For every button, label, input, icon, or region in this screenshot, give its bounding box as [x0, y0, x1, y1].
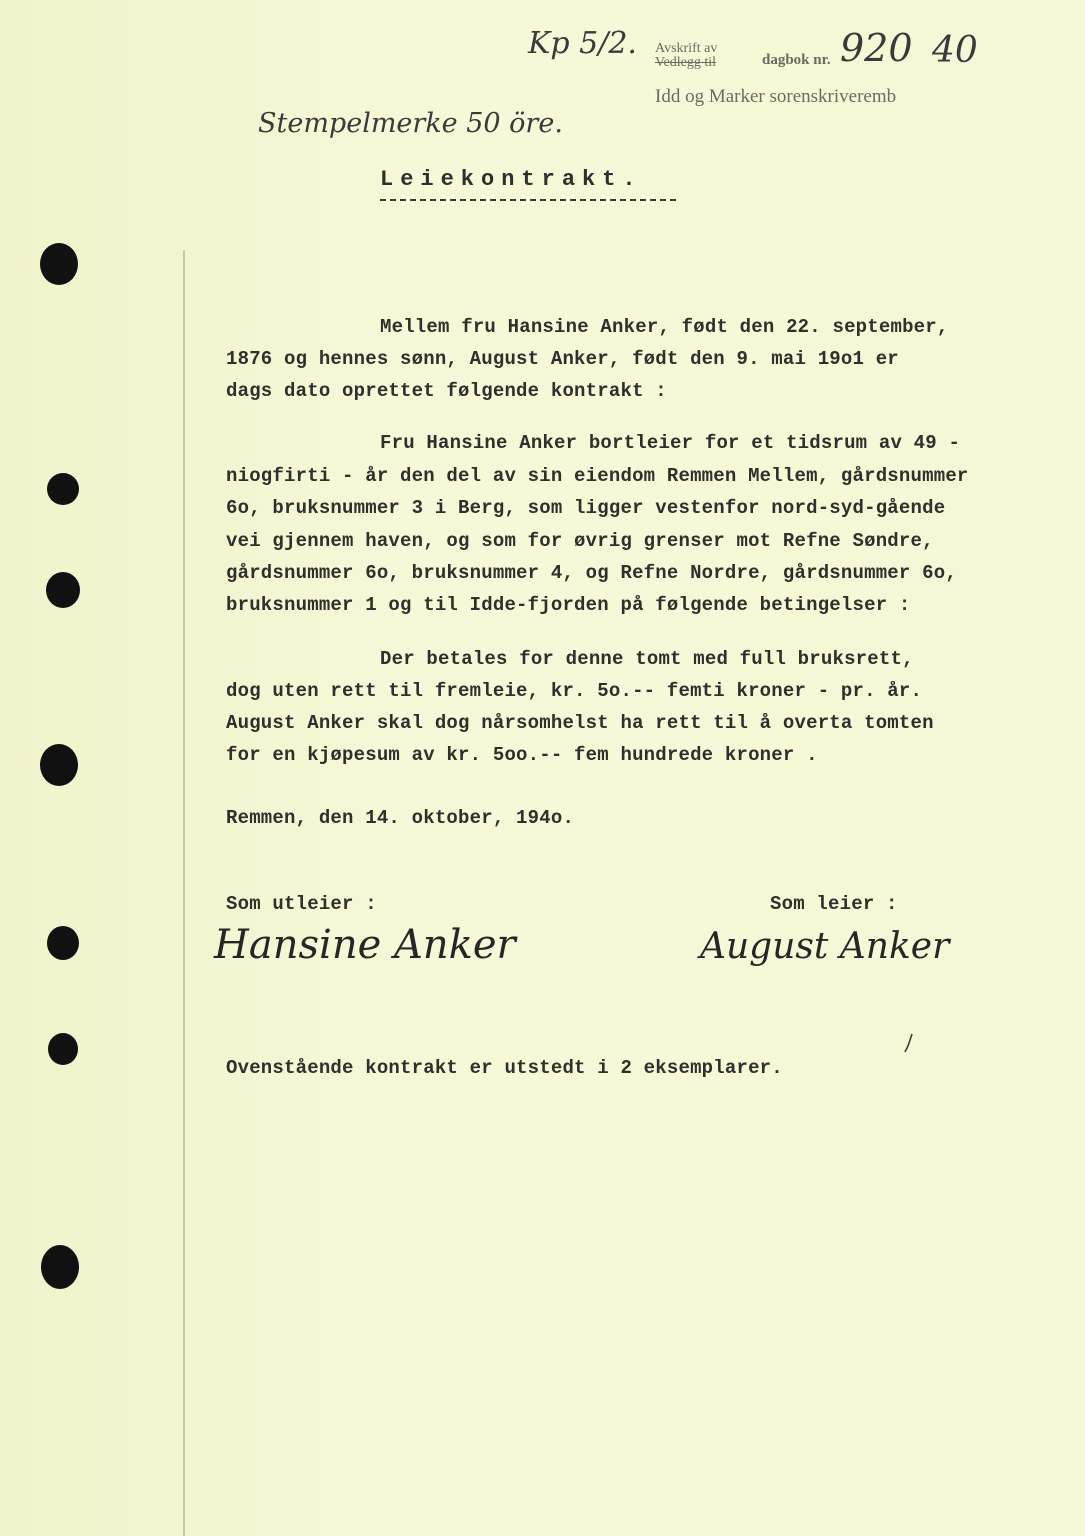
title-underline: [380, 199, 676, 201]
lessee-signature: August Anker: [700, 926, 950, 967]
paragraph-3-line: Der betales for denne tomt med full bruksrett,: [380, 648, 914, 670]
lessor-label: Som utleier :: [226, 893, 377, 915]
punch-hole: [40, 744, 78, 786]
binder-margin-line: [183, 250, 185, 1536]
document-title: Leiekontrakt.: [380, 167, 643, 192]
stamp-vedlegg: Vedlegg til: [655, 55, 717, 70]
date-line: Remmen, den 14. oktober, 194o.: [226, 807, 575, 829]
lessor-signature: Hansine Anker: [214, 922, 516, 968]
paragraph-2-line: niogfirti - år den del av sin eiendom Remmen Mellem, gårdsnummer: [226, 465, 969, 487]
paragraph-3-line: August Anker skal dog nårsomhelst ha rett til å overta tomten: [226, 712, 934, 734]
paragraph-3-line: for en kjøpesum av kr. 5oo.-- fem hundrede kroner .: [226, 744, 818, 766]
paragraph-2-line: vei gjennem haven, og som for øvrig grenser mot Refne Søndre,: [226, 530, 934, 552]
stamp-number: 920: [840, 26, 913, 70]
stamp-dagbok: dagbok nr.: [762, 52, 831, 68]
punch-hole: [47, 473, 79, 505]
paragraph-2-line: gårdsnummer 6o, bruksnummer 4, og Refne Nordre, gårdsnummer 6o,: [226, 562, 957, 584]
paragraph-1-line: Mellem fru Hansine Anker, født den 22. september,: [380, 316, 949, 338]
punch-hole: [48, 1033, 78, 1065]
punch-hole: [40, 243, 78, 285]
punch-hole: [41, 1245, 79, 1289]
stamp-duty-note: Stempelmerke 50 öre.: [258, 108, 563, 139]
pen-mark: [898, 1032, 918, 1056]
stamp-line-1: [655, 42, 717, 70]
paragraph-3-line: dog uten rett til fremleie, kr. 5o.-- femti kroner - pr. år.: [226, 680, 923, 702]
paragraph-1-line: 1876 og hennes sønn, August Anker, født den 9. mai 19o1 er: [226, 348, 899, 370]
stamp-avskrift: Avskrift av: [655, 41, 718, 56]
paragraph-2-line: Fru Hansine Anker bortleier for et tidsrum av 49 -: [380, 432, 961, 454]
handwritten-reference: Kp 5/2.: [528, 26, 637, 61]
stamp-office: Idd og Marker sorenskriveremb: [655, 86, 897, 107]
lessee-label: Som leier :: [770, 893, 898, 915]
punch-hole: [46, 572, 80, 608]
punch-hole: [47, 926, 79, 960]
stamp-year: 40: [932, 30, 978, 71]
paragraph-2-line: bruksnummer 1 og til Idde-fjorden på følgende betingelser :: [226, 594, 911, 616]
paragraph-1-line: dags dato oprettet følgende kontrakt :: [226, 380, 667, 402]
paragraph-2-line: 6o, bruksnummer 3 i Berg, som ligger vestenfor nord-syd-gående: [226, 497, 946, 519]
closing-line: Ovenstående kontrakt er utstedt i 2 eksemplarer.: [226, 1057, 783, 1079]
